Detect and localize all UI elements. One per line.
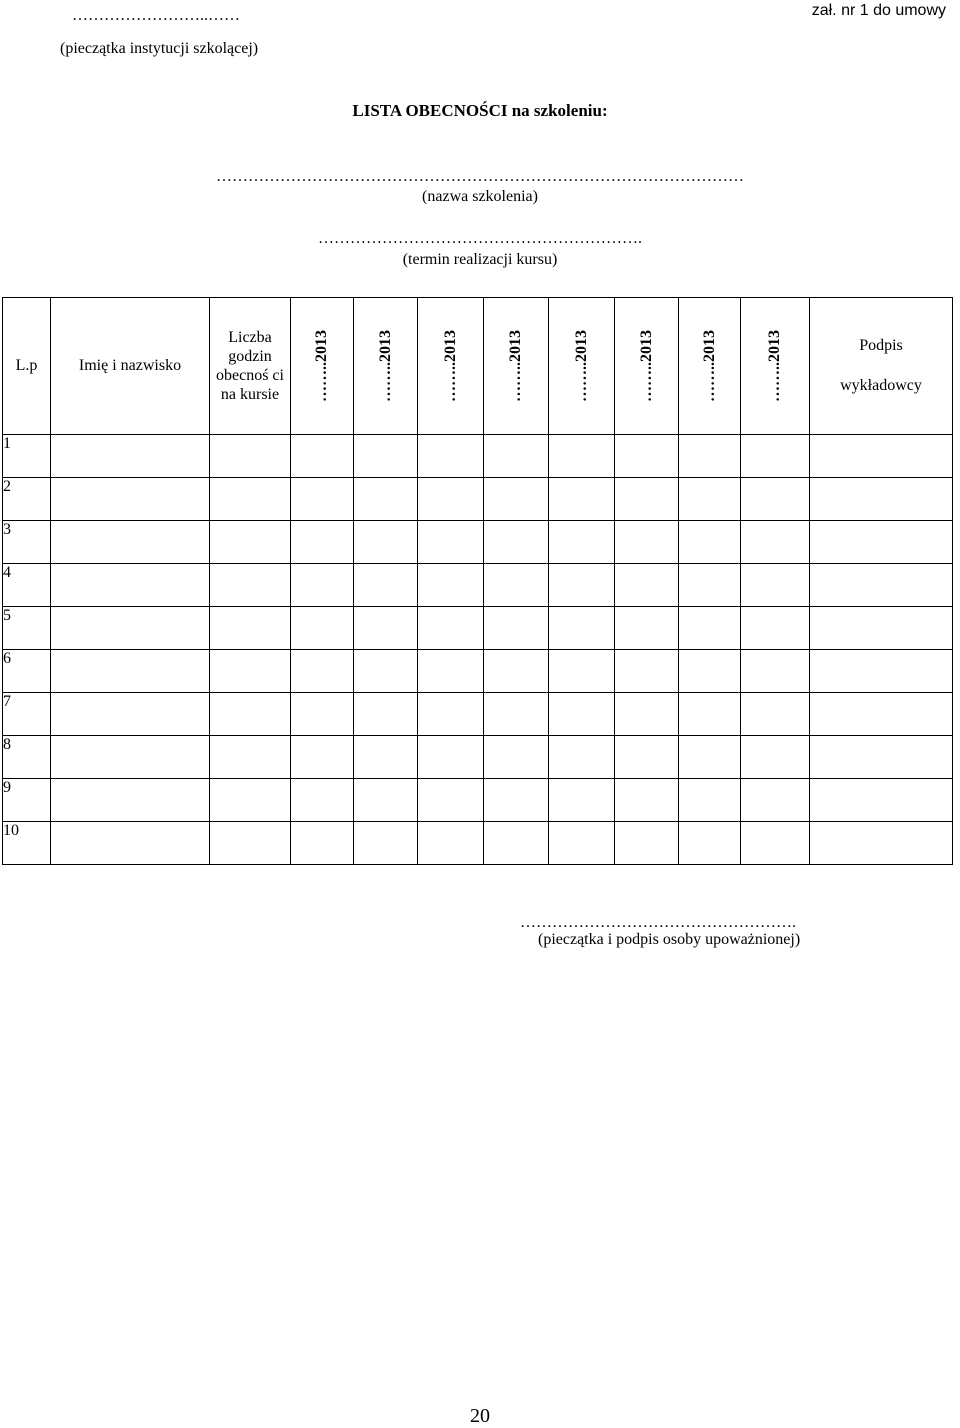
- course-term-label: (termin realizacji kursu): [402, 251, 558, 268]
- row-number: 2: [3, 478, 51, 521]
- table-cell[interactable]: [291, 435, 354, 478]
- table-cell[interactable]: [354, 779, 418, 822]
- table-cell[interactable]: [549, 650, 615, 693]
- table-cell[interactable]: [679, 521, 741, 564]
- date-label: ……..2013: [637, 330, 655, 402]
- table-cell[interactable]: [291, 607, 354, 650]
- table-cell[interactable]: [615, 478, 679, 521]
- table-cell[interactable]: [615, 435, 679, 478]
- table-cell[interactable]: [549, 822, 615, 865]
- course-name-label: (nazwa szkolenia): [422, 188, 538, 205]
- table-cell[interactable]: [354, 650, 418, 693]
- table-cell[interactable]: [549, 478, 615, 521]
- column-header-date: [741, 298, 810, 435]
- table-cell[interactable]: [615, 822, 679, 865]
- table-cell[interactable]: [484, 478, 549, 521]
- table-cell[interactable]: [615, 521, 679, 564]
- table-cell[interactable]: [615, 564, 679, 607]
- table-cell[interactable]: [679, 822, 741, 865]
- table-cell[interactable]: [484, 693, 549, 736]
- table-cell[interactable]: [810, 822, 953, 865]
- table-cell[interactable]: [210, 650, 291, 693]
- table-cell[interactable]: [679, 779, 741, 822]
- table-cell[interactable]: [810, 779, 953, 822]
- column-header-lp: L.p: [3, 298, 51, 435]
- table-row: [3, 478, 953, 521]
- table-cell[interactable]: [810, 521, 953, 564]
- table-cell[interactable]: [210, 736, 291, 779]
- table-cell[interactable]: [210, 564, 291, 607]
- table-cell[interactable]: [741, 736, 810, 779]
- table-cell[interactable]: [741, 693, 810, 736]
- table-cell[interactable]: [418, 564, 484, 607]
- date-label: ……..2013: [441, 330, 459, 402]
- table-cell[interactable]: [810, 478, 953, 521]
- table-cell[interactable]: [615, 650, 679, 693]
- table-cell[interactable]: [418, 521, 484, 564]
- table-row: [3, 693, 953, 736]
- table-cell[interactable]: [484, 650, 549, 693]
- table-row: [3, 822, 953, 865]
- table-cell[interactable]: [810, 650, 953, 693]
- table-cell[interactable]: [615, 736, 679, 779]
- table-cell[interactable]: [51, 650, 210, 693]
- table-cell[interactable]: [549, 564, 615, 607]
- row-number: 8: [3, 736, 51, 779]
- table-cell[interactable]: [291, 478, 354, 521]
- course-term-dotted-line: …………………………………………………….: [318, 230, 642, 247]
- table-cell[interactable]: [291, 736, 354, 779]
- row-number: 7: [3, 693, 51, 736]
- signature-header-line2: wykładowcy: [840, 377, 922, 394]
- table-cell[interactable]: [210, 779, 291, 822]
- table-cell[interactable]: [291, 564, 354, 607]
- table-cell[interactable]: [615, 693, 679, 736]
- table-cell[interactable]: [549, 779, 615, 822]
- table-cell[interactable]: [291, 521, 354, 564]
- table-cell[interactable]: [210, 478, 291, 521]
- table-cell[interactable]: [418, 779, 484, 822]
- row-number: 1: [3, 435, 51, 478]
- table-cell[interactable]: [354, 607, 418, 650]
- column-header-name: Imię i nazwisko: [51, 298, 210, 435]
- table-cell[interactable]: [418, 607, 484, 650]
- table-cell[interactable]: [51, 822, 210, 865]
- table-cell[interactable]: [810, 564, 953, 607]
- row-number: 6: [3, 650, 51, 693]
- table-cell[interactable]: [418, 478, 484, 521]
- table-cell[interactable]: [51, 607, 210, 650]
- table-row: [3, 564, 953, 607]
- row-number: 3: [3, 521, 51, 564]
- table-cell[interactable]: [484, 607, 549, 650]
- table-cell[interactable]: [615, 607, 679, 650]
- table-cell[interactable]: [291, 650, 354, 693]
- table-cell[interactable]: [210, 521, 291, 564]
- signature-header-line1: Podpis: [859, 337, 903, 354]
- table-cell[interactable]: [679, 693, 741, 736]
- table-cell[interactable]: [484, 779, 549, 822]
- row-number: 9: [3, 779, 51, 822]
- table-cell[interactable]: [741, 478, 810, 521]
- table-cell[interactable]: [418, 822, 484, 865]
- table-cell[interactable]: [549, 693, 615, 736]
- table-cell[interactable]: [51, 521, 210, 564]
- table-cell[interactable]: [679, 435, 741, 478]
- document-reference: zał. nr 1 do umowy: [811, 2, 946, 19]
- table-cell[interactable]: [484, 736, 549, 779]
- signature-dotted-line: …………………………………………….: [520, 914, 796, 931]
- stamp-dotted-line: ……………………..……: [72, 7, 240, 24]
- table-body: [3, 435, 953, 865]
- table-cell[interactable]: [354, 435, 418, 478]
- stamp-label: (pieczątka instytucji szkolącej): [60, 40, 259, 57]
- date-label: ……..2013: [507, 330, 524, 402]
- table-cell[interactable]: [679, 650, 741, 693]
- table-row: [3, 650, 953, 693]
- table-cell[interactable]: [51, 435, 210, 478]
- table-cell[interactable]: [418, 736, 484, 779]
- table-cell[interactable]: [549, 435, 615, 478]
- column-header-date: [615, 298, 679, 435]
- table-cell[interactable]: [484, 435, 549, 478]
- table-cell[interactable]: [354, 478, 418, 521]
- course-name-dotted-line: ………………………………………………………………………………………: [216, 168, 744, 185]
- table-cell[interactable]: [810, 736, 953, 779]
- row-number: 4: [3, 564, 51, 607]
- table-cell[interactable]: [549, 607, 615, 650]
- table-cell[interactable]: [354, 736, 418, 779]
- table-cell[interactable]: [354, 693, 418, 736]
- table-header-row: [3, 298, 953, 435]
- table-cell[interactable]: [291, 693, 354, 736]
- column-header-date: [484, 298, 549, 435]
- table-cell[interactable]: [291, 822, 354, 865]
- table-cell[interactable]: [679, 564, 741, 607]
- table-cell[interactable]: [741, 607, 810, 650]
- table-cell[interactable]: [810, 607, 953, 650]
- table-cell[interactable]: [741, 822, 810, 865]
- table-cell[interactable]: [51, 693, 210, 736]
- table-cell[interactable]: [418, 435, 484, 478]
- table-cell[interactable]: [549, 521, 615, 564]
- table-cell[interactable]: [51, 736, 210, 779]
- table-cell[interactable]: [354, 822, 418, 865]
- column-header-date: [291, 298, 354, 435]
- table-cell[interactable]: [810, 435, 953, 478]
- row-number: 10: [3, 822, 51, 865]
- table-cell[interactable]: [484, 822, 549, 865]
- page-number: 20: [470, 1405, 490, 1427]
- page-title: LISTA OBECNOŚCI na szkoleniu:: [352, 101, 608, 120]
- table-cell[interactable]: [679, 736, 741, 779]
- table-cell[interactable]: [679, 607, 741, 650]
- table-cell[interactable]: [51, 478, 210, 521]
- table-cell[interactable]: [615, 779, 679, 822]
- table-cell[interactable]: [51, 564, 210, 607]
- column-header-date: [418, 298, 484, 435]
- date-label: ……..2013: [766, 330, 783, 402]
- table-row: [3, 521, 953, 564]
- table-row: [3, 736, 953, 779]
- table-cell[interactable]: [354, 521, 418, 564]
- table-row: [3, 435, 953, 478]
- attendance-table: [2, 297, 953, 865]
- table-cell[interactable]: [210, 435, 291, 478]
- table-cell[interactable]: [810, 693, 953, 736]
- table-cell[interactable]: [741, 564, 810, 607]
- table-cell[interactable]: [741, 521, 810, 564]
- table-cell[interactable]: [484, 564, 549, 607]
- table-cell[interactable]: [679, 478, 741, 521]
- signature-label: (pieczątka i podpis osoby upoważnionej): [538, 931, 801, 948]
- column-header-date: [549, 298, 615, 435]
- table-cell[interactable]: [741, 435, 810, 478]
- date-label: ……..2013: [376, 330, 394, 402]
- column-header-date: [354, 298, 418, 435]
- date-label: ……..2013: [572, 330, 590, 402]
- table-cell[interactable]: [741, 779, 810, 822]
- date-label: ……..2013: [313, 330, 330, 402]
- table-cell[interactable]: [741, 650, 810, 693]
- date-label: ……..2013: [700, 330, 718, 402]
- table-cell[interactable]: [291, 779, 354, 822]
- column-header-signature: [810, 298, 953, 435]
- table-cell[interactable]: [51, 779, 210, 822]
- table-cell[interactable]: [210, 693, 291, 736]
- table-cell[interactable]: [210, 607, 291, 650]
- table-cell[interactable]: [484, 521, 549, 564]
- column-header-date: [679, 298, 741, 435]
- table-cell[interactable]: [210, 822, 291, 865]
- table-cell[interactable]: [549, 736, 615, 779]
- table-cell[interactable]: [418, 650, 484, 693]
- row-number: 5: [3, 607, 51, 650]
- table-cell[interactable]: [418, 693, 484, 736]
- column-header-hours: Liczba godzin obecnoś ci na kursie: [210, 298, 291, 435]
- table-cell[interactable]: [354, 564, 418, 607]
- table-row: [3, 607, 953, 650]
- table-row: [3, 779, 953, 822]
